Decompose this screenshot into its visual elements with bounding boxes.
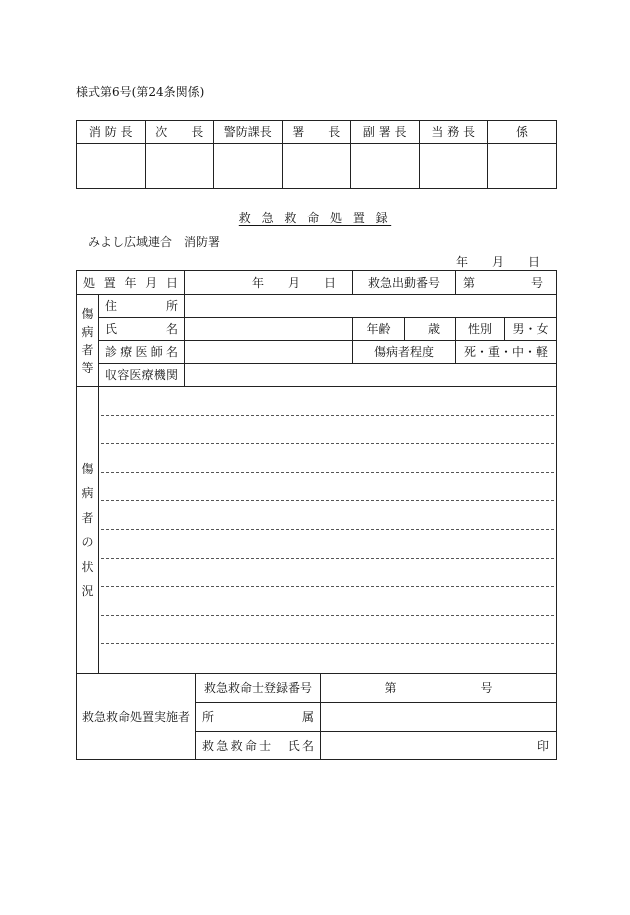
approval-header-station-chief: 署 長 [282,121,351,144]
condition-writing-line [101,473,554,502]
approval-header-duty-chief: 当 務 長 [419,121,488,144]
condition-writing-area [99,387,557,674]
approval-stamp-box [351,144,420,189]
fire-station-name: みよし広域連合 消防署 [88,235,221,249]
dispatch-number-value: 第 号 [456,271,557,295]
seal-mark: 印 [321,732,557,760]
approval-stamp-box [419,144,488,189]
approval-stamp-box [214,144,283,189]
age-unit: 歳 [405,318,456,341]
condition-writing-line [101,444,554,473]
patient-section-label-cell [77,295,99,387]
hospital-value [185,364,557,387]
document-title: 救 急 救 命 処 置 録 [238,211,392,225]
approval-table [76,120,557,189]
affiliation-label: 所 属 [196,703,321,732]
condition-row [77,387,557,674]
sex-label: 性別 [456,318,505,341]
condition-section-label-cell [77,387,99,674]
condition-writing-line [101,644,554,673]
hospital-label: 収容医療機関 [99,364,185,387]
registration-number-value: 第 号 [321,674,557,703]
sex-options: 男・女 [505,318,557,341]
age-label: 年齢 [353,318,405,341]
approval-stamp-row [77,144,557,189]
condition-writing-line [101,616,554,645]
address-label: 住 所 [99,295,185,318]
condition-writing-line [101,559,554,588]
record-table [76,270,557,760]
condition-writing-line [101,587,554,616]
registration-row [77,674,557,703]
address-value [185,295,557,318]
hospital-row [77,364,557,387]
name-label: 氏 名 [99,318,185,341]
name-value [185,318,353,341]
approval-header-row [77,121,557,144]
approval-header-fire-chief: 消 防 長 [77,121,146,144]
doctor-row [77,341,557,364]
title-block [0,211,630,225]
treatment-date-value: 年 月 日 [185,271,353,295]
condition-section-label: 傷病者の状況 [81,461,94,598]
form-number: 様式第6号(第24条関係) [76,85,205,99]
condition-writing-line [101,530,554,559]
approval-stamp-box [77,144,146,189]
paramedic-name-label: 救急救命士 氏名 [196,732,321,760]
registration-number-label: 救急救命士登録番号 [196,674,321,703]
address-row [77,295,557,318]
condition-writing-line [101,387,554,416]
condition-lines [99,387,556,673]
doctor-label: 診療医師名 [99,341,185,364]
name-row [77,318,557,341]
patient-section-label: 傷病者等 [81,306,94,375]
approval-header-deputy-station-chief: 副 署 長 [351,121,420,144]
treatment-date-row [77,271,557,295]
approval-stamp-box [145,144,214,189]
approval-stamp-box [488,144,557,189]
approval-header-deputy-chief: 次 長 [145,121,214,144]
performer-section-label: 救急救命処置実施者 [77,674,196,760]
doctor-value [185,341,353,364]
approval-stamp-box [282,144,351,189]
treatment-date-label: 処 置 年 月 日 [77,271,185,295]
condition-writing-line [101,416,554,445]
dispatch-number-label: 救急出動番号 [353,271,456,295]
condition-writing-line [101,501,554,530]
severity-label: 傷病者程度 [353,341,456,364]
affiliation-value [321,703,557,732]
record-date: 年 月 日 [456,255,541,269]
approval-header-defense-section-chief: 警防課長 [214,121,283,144]
severity-options: 死・重・中・軽 [456,341,557,364]
approval-header-staff: 係 [488,121,557,144]
